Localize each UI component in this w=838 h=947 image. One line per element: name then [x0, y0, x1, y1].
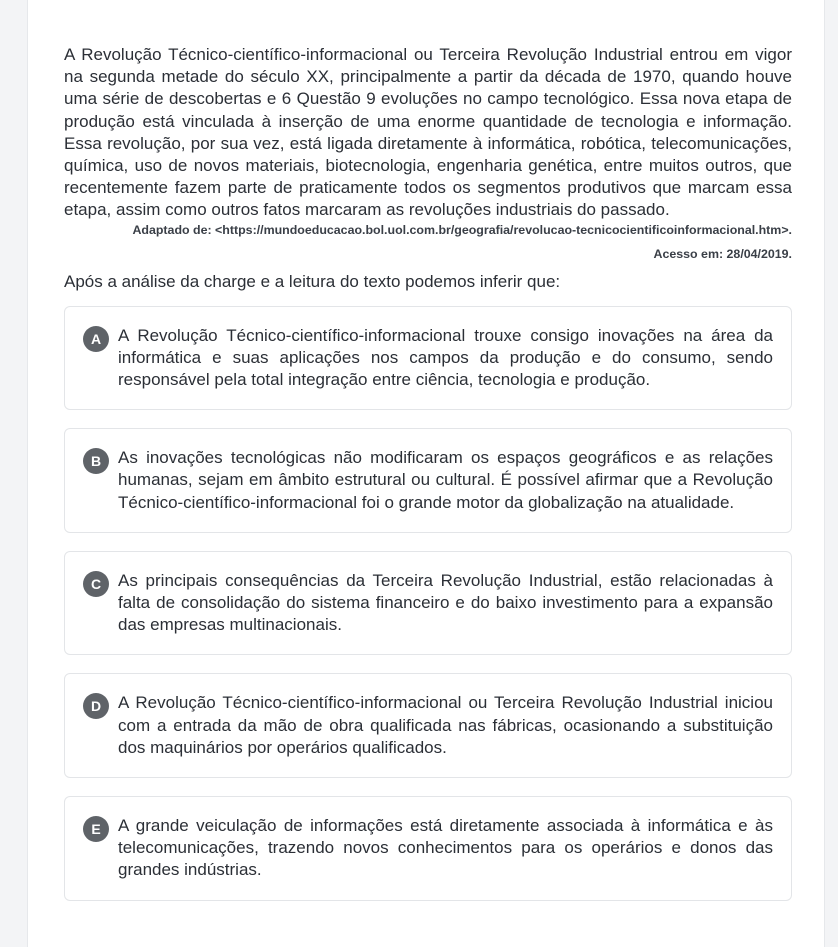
option-b[interactable] [64, 428, 792, 533]
question-content [64, 44, 792, 919]
option-a-badge: A [83, 326, 109, 352]
option-b-badge: B [83, 448, 109, 474]
option-e[interactable] [64, 796, 792, 901]
option-c-badge: C [83, 571, 109, 597]
answer-options [64, 306, 792, 901]
passage-text: A Revolução Técnico-científico-informacional ou Terceira Revolução Industrial entrou em vigor na segunda metade do século XX, principalmente a partir da década de 1970, quando houve uma série de descobertas e 6 Questão 9 evoluções no campo tecnológico. Essa nova etapa de produção está vinculada à inserção de uma enorme quantidade de tecnologia e informação. Essa revolução, por sua vez, está ligada diretamente à informática, robótica, telecomunicações, química, uso de novos materiais, biotecnologia, engenharia genética, entre muitos outros, que recentemente fazem parte de praticamente todos os segmentos produtivos que marcam essa etapa, assim como outros fatos marcaram as revoluções industriais do passado. [64, 45, 792, 220]
option-a-text: A Revolução Técnico-científico-informacional trouxe consigo inovações na área da informática e suas aplicações nos campos da produção e do consumo, sendo responsável pela total integração entre ciência, tecnologia e produção. [118, 325, 773, 390]
source-accessed: Acesso em: 28/04/2019. [653, 246, 792, 261]
option-d[interactable] [64, 673, 792, 778]
option-a[interactable] [64, 306, 792, 411]
source-adapted: Adaptado de: <https://mundoeducacao.bol.uol.com.br/geografia/revolucao-tecnicocientificoinformacional.htm>. [132, 222, 792, 237]
option-b-text: As inovações tecnológicas não modificaram os espaços geográficos e as relações humanas, sejam em âmbito estrutural ou cultural. É possível afirmar que a Revolução Técnico-científico-informacional foi o grande motor da globalização na atualidade. [118, 448, 773, 512]
option-c-text: As principais consequências da Terceira Revolução Industrial, estão relacionadas à falta de consolidação do sistema financeiro e do baixo investimento para a expansão das empresas multinacionais. [118, 570, 773, 635]
option-d-badge: D [83, 693, 109, 719]
source-citation [64, 221, 792, 263]
option-e-text: A grande veiculação de informações está diretamente associada à informática e às telecomunicações, trazendo novos conhecimentos para os operários e donos das grandes indústrias. [118, 816, 773, 880]
question-card [27, 0, 825, 947]
option-e-badge: E [83, 816, 109, 842]
option-c[interactable] [64, 551, 792, 656]
option-d-text: A Revolução Técnico-científico-informacional ou Terceira Revolução Industrial iniciou com a entrada da mão de obra qualificada nas fábricas, ocasionando a substituição dos maquinários por operários qualificados. [118, 693, 773, 757]
question-prompt: Após a análise da charge e a leitura do texto podemos inferir que: [64, 271, 561, 291]
